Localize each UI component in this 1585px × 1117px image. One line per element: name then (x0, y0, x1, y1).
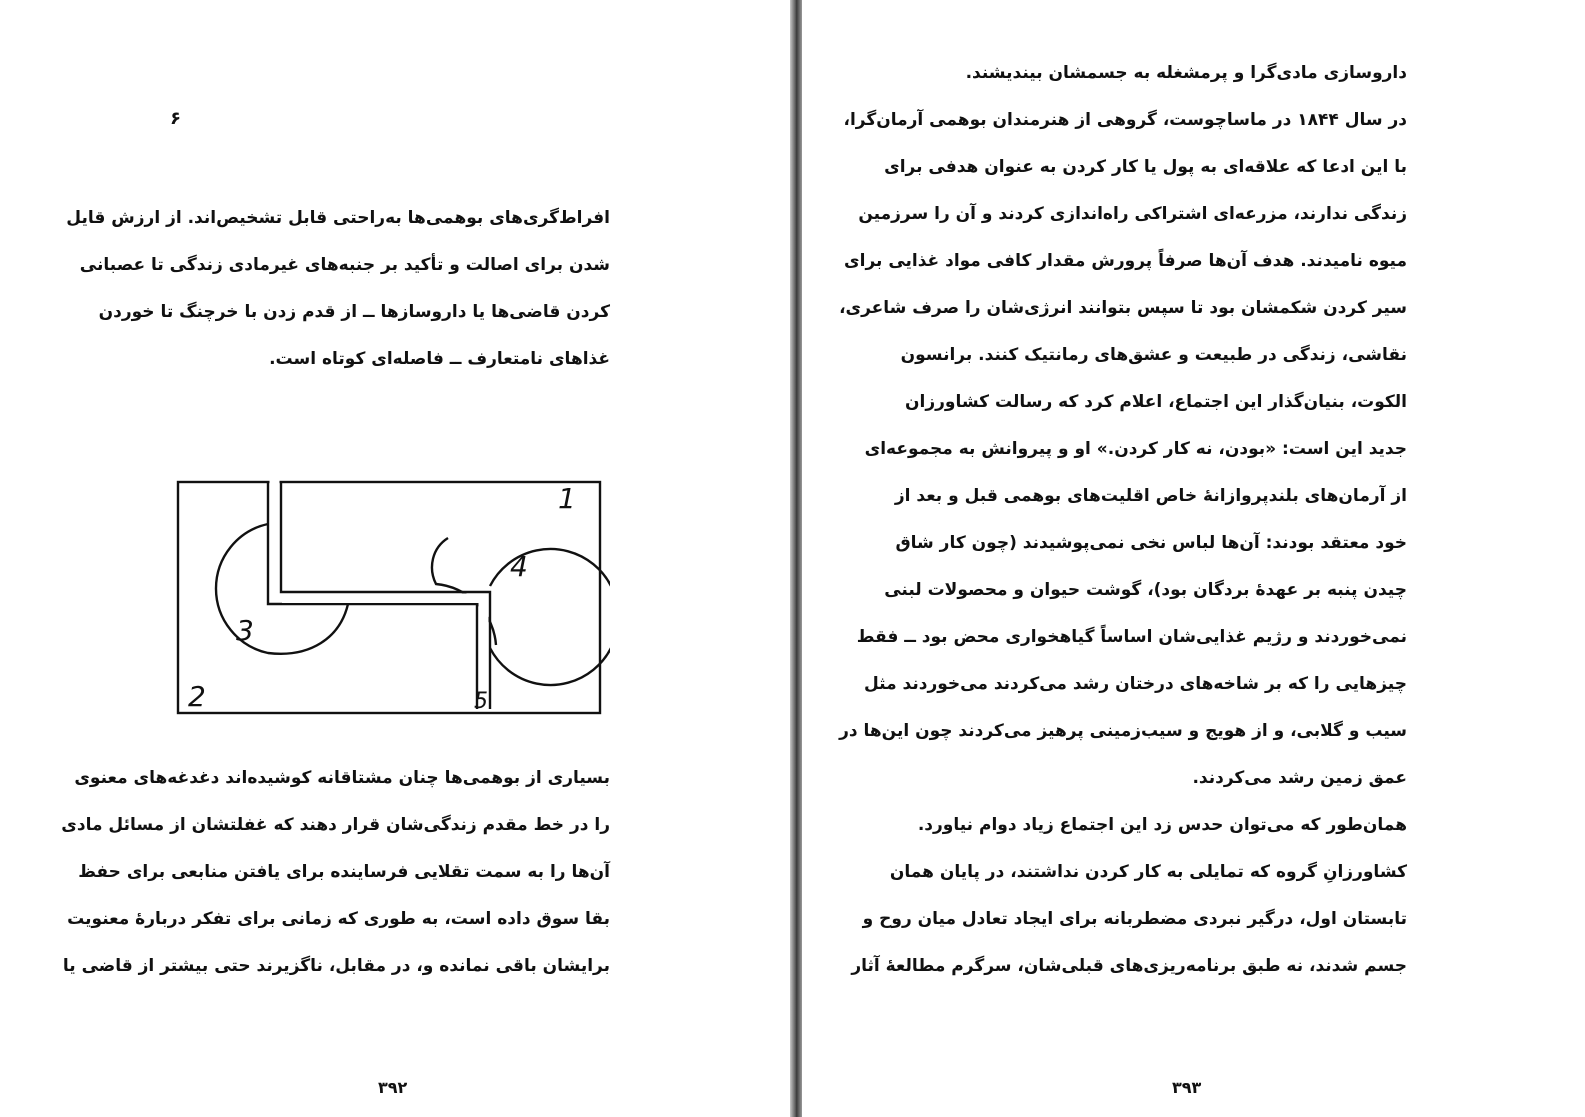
text-line: زندگی ندارند، مزرعه‌ای اشتراکی راه‌اندازی کردند و آن را سرزمین (858, 204, 1407, 224)
book-spine (790, 0, 802, 1117)
right-page (802, 0, 1585, 1117)
text-line: بقا سوق داده است، به طوری که زمانی برای تفکر دربارهٔ معنویت (67, 909, 610, 929)
text-line: در سال ۱۸۴۴ در ماساچوست، گروهی از هنرمندان بوهمی آرمان‌گرا، (843, 110, 1407, 130)
diagram-label-1: 1 (558, 482, 576, 515)
diagram-label-3: 3 (236, 614, 254, 647)
circle-right-arc (490, 549, 610, 685)
text-line: چیدن پنبه بر عهدهٔ بردگان بود)، گوشت حیوان و محصولات لبنی (884, 580, 1407, 600)
text-line: سیر کردن شکمشان بود تا سپس بتوانند انرژی‌شان را صرف شاعری، (839, 298, 1407, 318)
text-line: کشاورزانِ گروه که تمایلی به کار کردن نداشتند، در پایان همان (889, 862, 1407, 882)
paragraph-bottom (61, 755, 610, 990)
body-text (839, 50, 1407, 990)
hand-drawn-diagram (170, 478, 610, 723)
page-number: ۳۹۲ (378, 1078, 408, 1097)
text-line: بسیاری از بوهمی‌ها چنان مشتاقانه کوشیده‌اند دغدغه‌های معنوی (74, 768, 610, 788)
left-page (0, 0, 790, 1117)
text-line: جسم شدند، نه طبق برنامه‌ریزی‌های قبلی‌شان، سرگرم مطالعهٔ آثار (851, 956, 1407, 976)
text-line: الکوت، بنیان‌گذار این اجتماع، اعلام کرد که رسالت کشاورزان (905, 392, 1407, 412)
text-line: آن‌ها را به سمت تقلایی فرساینده برای یافتن منابعی برای حفظ (78, 862, 610, 882)
text-line: تابستان اول، درگیر نبردی مضطربانه برای ایجاد تعادل میان روح و (862, 909, 1407, 929)
diagram-label-2: 2 (188, 680, 206, 713)
text-line: غذاهای نامتعارف ــ فاصله‌ای کوتاه است. (269, 349, 610, 369)
text-line: همان‌طور که می‌توان حدس زد این اجتماع زیاد دوام نیاورد. (917, 815, 1407, 835)
text-line: افراط‌گری‌های بوهمی‌ها به‌راحتی قابل تشخیص‌اند. از ارزش قایل (66, 208, 610, 228)
text-line: سیب و گلابی، و از هویج و سیب‌زمینی پرهیز می‌کردند چون این‌ها در (839, 721, 1407, 741)
paragraph-top (66, 195, 610, 383)
text-line: شدن برای اصالت و تأکید بر جنبه‌های غیرمادی زندگی تا عصبانی (79, 255, 610, 275)
text-line: با این ادعا که علاقه‌ای به پول یا کار کردن به عنوان هدفی برای (884, 157, 1407, 177)
text-line: از آرمان‌های بلندپروازانهٔ خاص اقلیت‌های بوهمی قبل و بعد از (894, 486, 1407, 506)
text-line: عمق زمین رشد می‌کردند. (1192, 768, 1407, 788)
text-line: برایشان باقی نمانده و، در مقابل، ناگزیرند حتی بیشتر از قاضی یا (62, 956, 610, 976)
page-number: ۳۹۳ (1172, 1078, 1202, 1097)
diagram-label-4: 4 (510, 550, 528, 583)
diagram-label-5: 5 (474, 689, 488, 714)
text-line: چیزهایی را که بر شاخه‌های درختان رشد می‌کردند می‌خوردند مثل (864, 674, 1407, 694)
text-line: کردن قاضی‌ها یا داروسازها ــ از قدم زدن با خرچنگ تا خوردن (98, 302, 610, 322)
text-line: را در خط مقدم زندگی‌شان قرار دهند که غفلتشان از مسائل مادی (61, 815, 610, 835)
text-line: میوه نامیدند. هدف آن‌ها صرفاً پرورش مقدار کافی مواد غذایی برای (844, 251, 1407, 271)
text-line: نقاشی، زندگی در طبیعت و عشق‌های رمانتیک کنند. برانسون (900, 345, 1407, 365)
text-line: داروسازی مادی‌گرا و پرمشغله به جسمشان بیندیشند. (965, 63, 1407, 83)
text-line: جدید این است: «بودن، نه کار کردن.» او و پیروانش به مجموعه‌ای (864, 439, 1407, 459)
text-line: خود معتقد بودند: آن‌ها لباس نخی نمی‌پوشیدند (چون کار شاق (895, 533, 1407, 553)
text-line: نمی‌خوردند و رژیم غذایی‌شان اساساً گیاهخواری محض بود ــ فقط (856, 627, 1407, 647)
chapter-number: ۶ (170, 108, 181, 129)
